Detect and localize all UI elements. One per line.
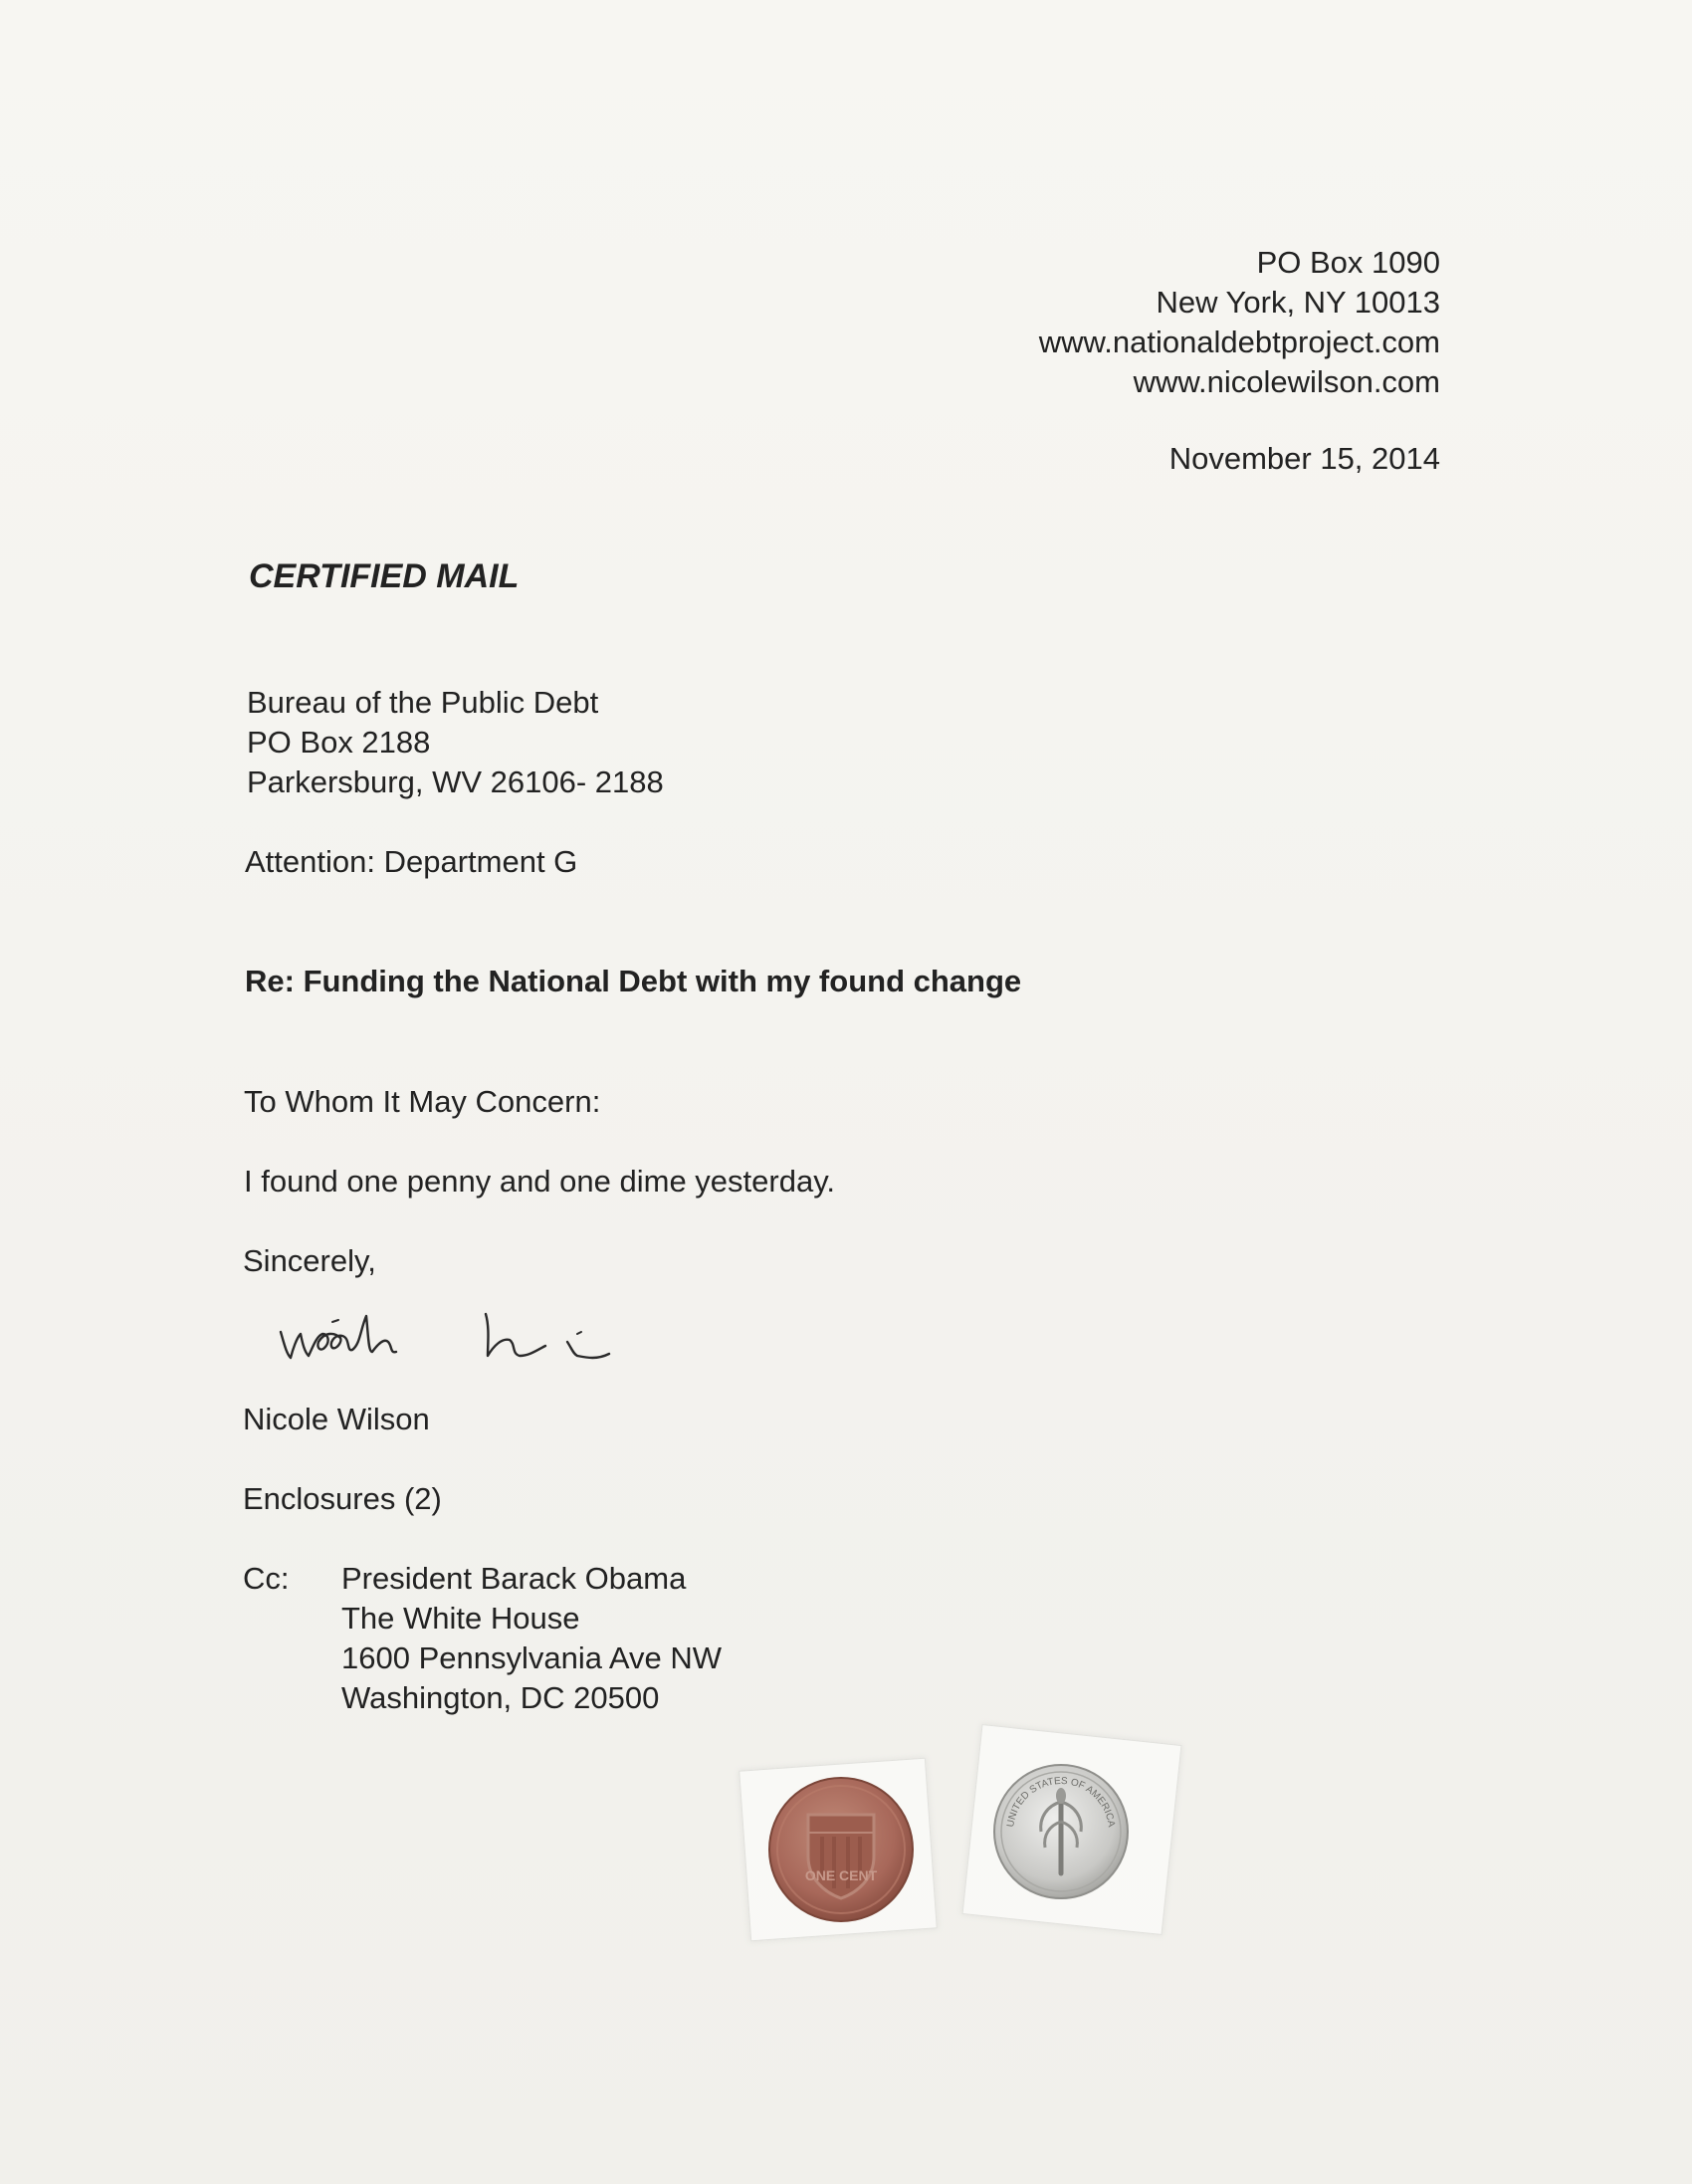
sender-website-link: www.nicolewilson.com: [1133, 364, 1440, 399]
dime-icon: [991, 1762, 1131, 1901]
dime-inscription: UNITED STATES OF AMERICA: [1005, 1775, 1117, 1829]
closing: Sincerely,: [243, 1243, 376, 1278]
penny-inscription: ONE CENT: [804, 1867, 878, 1883]
handwritten-signature: [269, 1294, 667, 1384]
delivery-method: CERTIFIED MAIL: [249, 557, 520, 595]
sender-address-line: PO Box 1090: [1256, 245, 1440, 280]
recipient-address-line: Bureau of the Public Debt: [247, 685, 599, 720]
attention-line: Attention: Department G: [245, 844, 578, 879]
penny-icon: [766, 1775, 916, 1924]
cc-label: Cc:: [243, 1561, 290, 1596]
salutation: To Whom It May Concern:: [244, 1084, 601, 1119]
recipient-address-line: Parkersburg, WV 26106- 2188: [247, 764, 664, 799]
cc-recipient-line: The White House: [341, 1601, 580, 1636]
subject-line: Re: Funding the National Debt with my found change: [245, 964, 1022, 998]
sender-website-link: www.nationaldebtproject.com: [1038, 325, 1440, 359]
enclosures-note: Enclosures (2): [243, 1481, 442, 1516]
cc-recipient-line: President Barack Obama: [341, 1561, 687, 1596]
recipient-address: [247, 683, 664, 802]
cc-recipient: [341, 1559, 722, 1718]
sender-address: [1039, 243, 1440, 402]
recipient-address-line: PO Box 2188: [247, 725, 431, 760]
cc-recipient-line: Washington, DC 20500: [341, 1680, 660, 1715]
cc-recipient-line: 1600 Pennsylvania Ave NW: [341, 1640, 722, 1675]
letter-body: I found one penny and one dime yesterday.: [244, 1164, 836, 1199]
signer-name: Nicole Wilson: [243, 1402, 430, 1436]
sender-address-line: New York, NY 10013: [1156, 285, 1440, 320]
letter-date: November 15, 2014: [1168, 441, 1440, 476]
